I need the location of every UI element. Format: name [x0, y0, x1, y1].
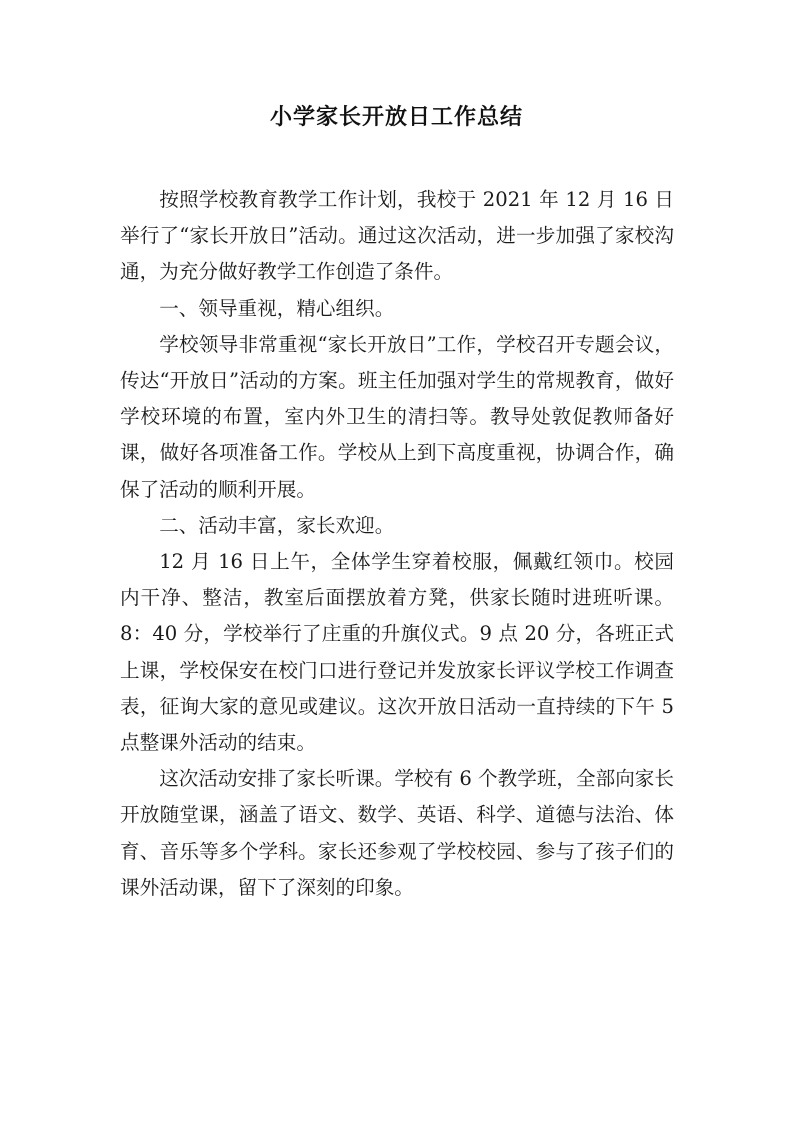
section-heading-2: 二、活动丰富，家长欢迎。 — [159, 513, 395, 537]
paragraph-intro: 按照学校教育教学工作计划，我校于 2021 年 12 月 16 日举行了“家长开放日”活动。通过这次活动，进一步加强了家校沟通，为充分做好教学工作创造了条件。 — [120, 188, 674, 284]
paragraph-leadership: 学校领导非常重视“家长开放日”工作，学校召开专题会议，传达“开放日”活动的方案。班主任加强对学生的常规教育，做好学校环境的布置，室内外卫生的清扫等。教导处敦促教师备好课，做好各项准备工作。学校从上到下高度重视，协调合作，确保了活动的顺利开展。 — [120, 332, 674, 501]
document-title: 小学家长开放日工作总结 — [269, 105, 523, 130]
paragraph-activity-day: 12 月 16 日上午，全体学生穿着校服，佩戴红领巾。校园内干净、整洁，教室后面摆放着方凳，供家长随时进班听课。8：40 分，学校举行了庄重的升旗仪式。9 点 20 分，各班正式上课，学校保安在校门口进行登记并发放家长评议学校工作调查表，征询大家的意见或建议。这次开放日活动一直持续的下午 5 点整课外活动的结束。 — [120, 550, 674, 755]
document-body — [120, 182, 674, 906]
paragraph-class-visits: 这次活动安排了家长听课。学校有 6 个教学班，全部向家长开放随堂课，涵盖了语文、数学、英语、科学、道德与法治、体育、音乐等多个学科。家长还参观了学校校园、参与了孩子们的课外活动课，留下了深刻的印象。 — [120, 767, 674, 899]
section-heading-1: 一、领导重视，精心组织。 — [159, 296, 395, 320]
